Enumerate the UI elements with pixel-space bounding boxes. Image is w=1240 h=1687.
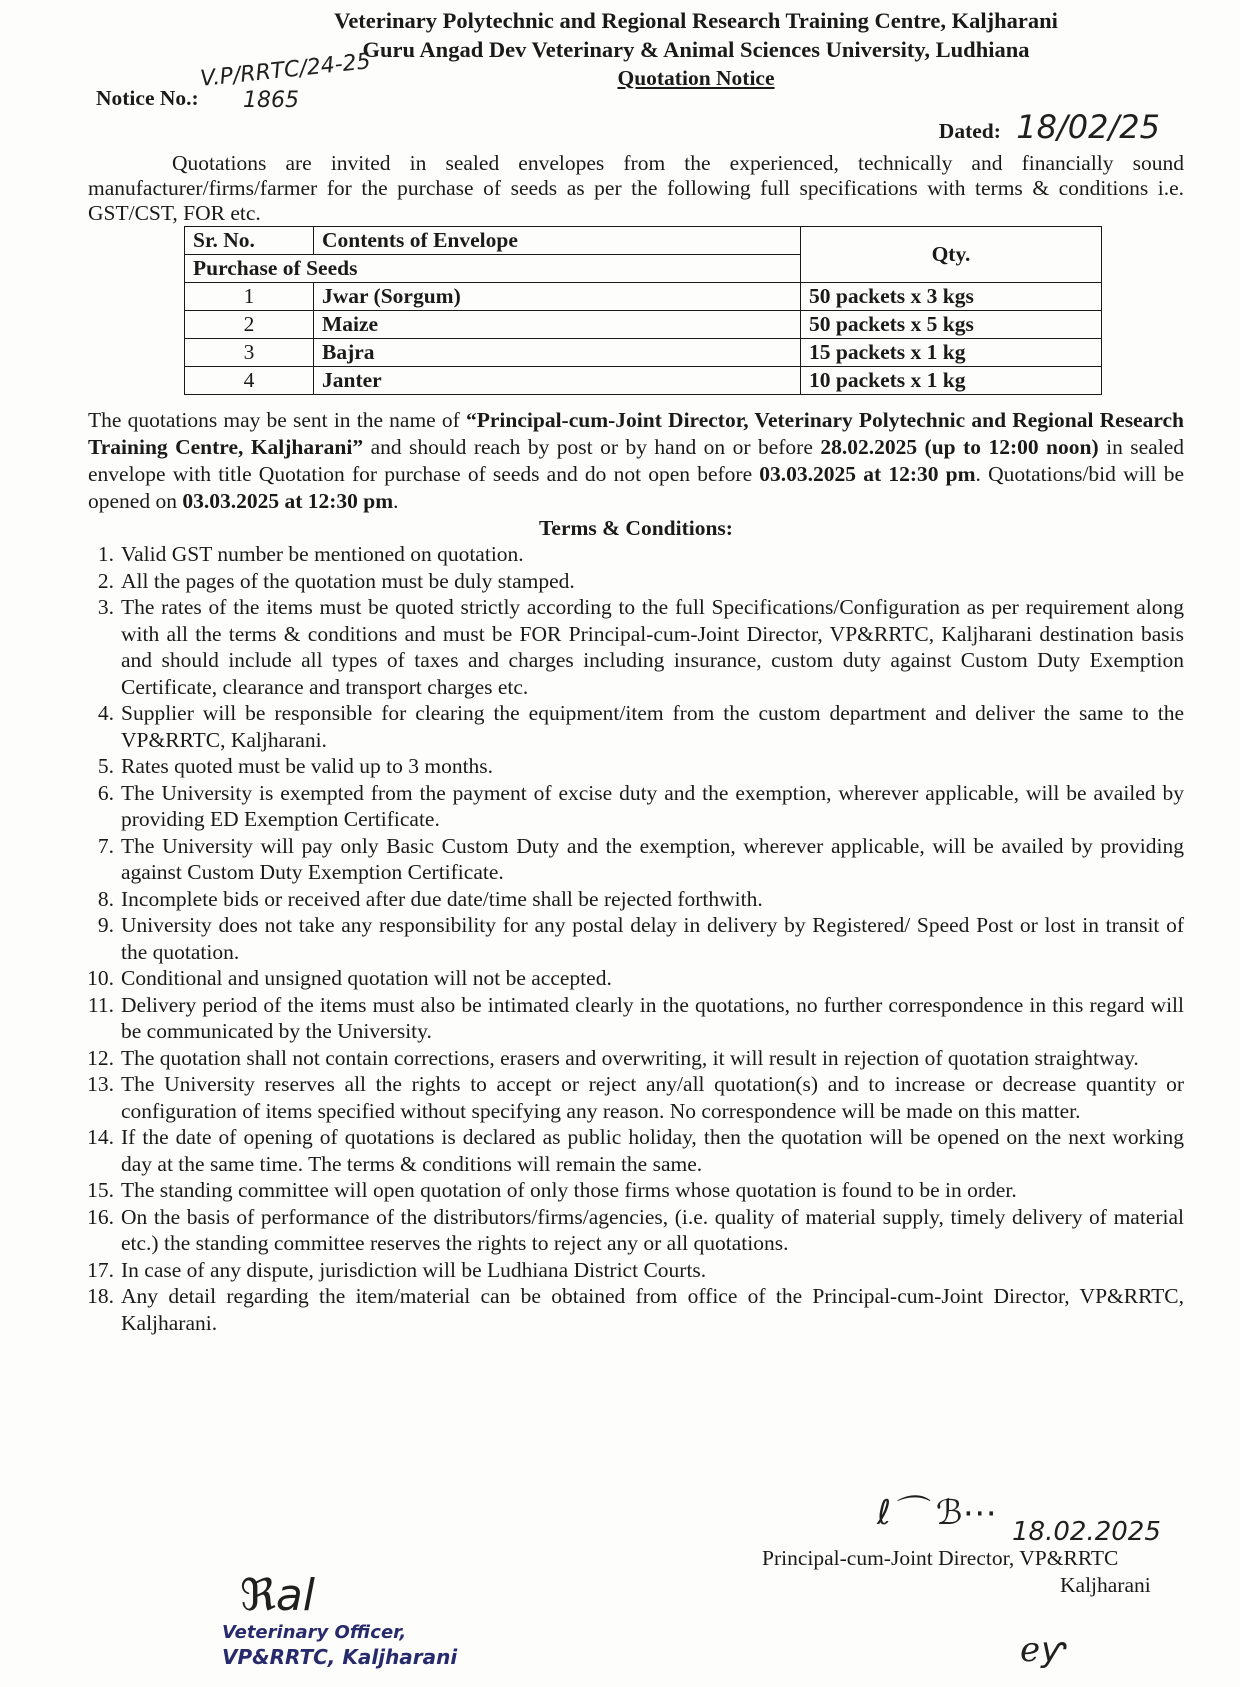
term-text: If the date of opening of quotations is declared as public holiday, then the quotation will be opened on the next working day at the same time. The terms & conditions will remain the same. — [121, 1125, 1184, 1176]
term-text: Rates quoted must be valid up to 3 months. — [121, 754, 494, 778]
term-item — [74, 1204, 1184, 1257]
term-text: University does not take any responsibility for any postal delay in delivery by Registered/ Speed Post or lost in transit of the quotation. — [121, 913, 1184, 964]
table-row — [185, 339, 1102, 367]
term-item — [74, 1257, 1184, 1284]
term-number: 8. — [97, 886, 114, 911]
term-number: 18. — [87, 1284, 114, 1308]
term-item — [74, 912, 1184, 965]
term-text: The University reserves all the rights to accept or reject any/all quotation(s) and to increase or decrease quantity or configuration of items specified without specifying any reason. No correspondence will be made on this matter. — [121, 1072, 1184, 1123]
row-qty: 50 packets x 3 kgs — [801, 283, 1102, 311]
date-line — [939, 108, 1160, 146]
term-item — [74, 780, 1184, 833]
term-item — [74, 541, 1184, 568]
principal-signature: ℓ⌒ ℬ⋯ — [877, 1493, 997, 1533]
handwritten-notice-number: 1865 — [243, 88, 299, 113]
term-number: 14. — [87, 1125, 114, 1149]
term-item — [74, 1071, 1184, 1124]
terms-list — [88, 541, 1184, 1336]
para-text: . Quotations/bid will be opened on — [88, 462, 1184, 513]
term-item — [74, 992, 1184, 1045]
col-qty: Qty. — [801, 227, 1102, 283]
due-date: 28.02.2025 (up to 12:00 noon) — [820, 435, 1099, 459]
term-text: The University is exempted from the payment of excise duty and the exemption, wherever applicable, will be availed by providing ED Exemption Certificate. — [121, 780, 1184, 831]
term-number: 2. — [97, 568, 114, 593]
addressee: “Principal-cum-Joint Director, Veterinary Polytechnic and Regional Research Training Centre, Kaljharani” — [88, 408, 1185, 459]
term-item — [74, 1177, 1184, 1204]
row-sr: 3 — [185, 339, 314, 367]
officer-signature: ℜal — [240, 1570, 316, 1621]
stamp-line1: Veterinary Officer, — [222, 1622, 407, 1643]
term-item — [74, 1045, 1184, 1072]
dated-label: Dated: — [938, 119, 1001, 143]
intro-paragraph: Quotations are invited in sealed envelopes from the experienced, technically and financially sound manufacturer/firms/farmer for the purchase of seeds as per the following full specifications with terms & conditions i.e. GST/CST, FOR etc. — [88, 151, 1184, 225]
row-qty: 50 packets x 5 kgs — [801, 311, 1102, 339]
group-label: Purchase of Seeds — [185, 255, 801, 283]
row-sr: 4 — [185, 367, 314, 395]
principal-designation: Principal-cum-Joint Director, VP&RRTC — [762, 1546, 1119, 1570]
signature-date: 18.02.2025 — [1012, 1517, 1161, 1547]
principal-signature-block — [762, 1493, 1161, 1599]
submission-paragraph — [88, 407, 1184, 515]
term-text: The standing committee will open quotation of only those firms whose quotation is found to be in order. — [121, 1178, 1017, 1202]
table-header-row — [185, 227, 1102, 255]
para-text: . — [393, 489, 399, 513]
term-text: On the basis of performance of the distributors/firms/agencies, (i.e. quality of material supply, timely delivery of material etc.) the standing committee reserves the rights to reject any or all quotations. — [121, 1204, 1184, 1255]
term-number: 1. — [97, 542, 114, 566]
term-text: Delivery period of the items must also be intimated clearly in the quotations, no further correspondence in this regard will be communicated by the University. — [121, 992, 1184, 1043]
open-not-before: 03.03.2025 at 12:30 pm — [759, 462, 976, 486]
row-item: Janter — [314, 367, 801, 395]
term-number: 11. — [87, 992, 114, 1017]
term-number: 4. — [97, 701, 114, 725]
row-item: Bajra — [314, 339, 801, 367]
row-sr: 2 — [185, 311, 314, 339]
table-row — [185, 367, 1102, 395]
term-text: In case of any dispute, jurisdiction will be Ludhiana District Courts. — [121, 1257, 707, 1282]
term-item — [74, 700, 1184, 753]
terms-heading: Terms & Conditions: — [539, 516, 733, 540]
term-number: 10. — [87, 966, 114, 990]
term-text: Valid GST number be mentioned on quotation. — [121, 542, 524, 566]
term-number: 9. — [97, 913, 114, 937]
para-text: The quotations may be sent in the name of — [88, 408, 466, 432]
term-number: 3. — [97, 595, 114, 619]
term-text: The rates of the items must be quoted strictly according to the full Specifications/Configuration as per requirement along with all the terms & conditions and must be FOR Principal-cum-Joint Director, VP&RRTC, Kaljharani destination basis and should include all types of taxes and charges including insurance, custom duty against Custom Duty Exemption Certificate, clearance and transport charges etc. — [121, 595, 1184, 699]
handwritten-reference: V.P/RRTC/24-25 — [199, 49, 372, 92]
term-text: The quotation shall not contain corrections, erasers and overwriting, it will result in rejection of quotation straightway. — [121, 1045, 1139, 1070]
col-contents: Contents of Envelope — [314, 227, 801, 255]
term-number: 6. — [97, 780, 114, 805]
officer-signature-block — [222, 1570, 457, 1669]
term-item — [74, 753, 1184, 780]
term-text: Any detail regarding the item/material can be obtained from office of the Principal-cum-Joint Director, VP&RRTC, Kaljharani. — [121, 1284, 1184, 1335]
term-text: Incomplete bids or received after due date/time shall be rejected forthwith. — [121, 886, 763, 911]
institute-name: Veterinary Polytechnic and Regional Research Training Centre, Kaljharani — [334, 8, 1058, 33]
table-row — [185, 311, 1102, 339]
term-number: 13. — [87, 1072, 114, 1096]
term-number: 15. — [87, 1178, 114, 1202]
term-item — [74, 886, 1184, 913]
term-item — [74, 1124, 1184, 1177]
term-number: 16. — [87, 1204, 114, 1229]
stamp-line2: VP&RRTC, Kaljharani — [222, 1645, 458, 1669]
term-text: Conditional and unsigned quotation will not be accepted. — [121, 966, 612, 990]
term-item — [74, 833, 1184, 886]
term-number: 12. — [87, 1045, 114, 1070]
officer-stamp — [222, 1621, 457, 1669]
university-name: Guru Angad Dev Veterinary & Animal Sciences University, Ludhiana — [362, 37, 1030, 62]
row-qty: 10 packets x 1 kg — [801, 367, 1102, 395]
row-item: Maize — [314, 311, 801, 339]
para-text: and should reach by post or by hand on or before — [363, 435, 821, 459]
term-text: Supplier will be responsible for clearing the equipment/item from the custom department and deliver the same to the VP&RRTC, Kaljharani. — [121, 701, 1184, 752]
row-qty: 15 packets x 1 kg — [801, 339, 1102, 367]
seeds-table — [184, 226, 1102, 395]
notice-title: Quotation Notice — [617, 66, 775, 90]
row-sr: 1 — [185, 283, 314, 311]
para-text: in sealed envelope with title Quotation for purchase of seeds and do not open before — [88, 435, 1184, 486]
term-number: 5. — [97, 754, 114, 778]
term-item — [74, 965, 1184, 992]
term-text: The University will pay only Basic Custom Duty and the exemption, wherever applicable, will be availed by providing against Custom Duty Exemption Certificate. — [121, 833, 1184, 884]
term-item — [74, 594, 1184, 700]
principal-place: Kaljharani — [1060, 1573, 1151, 1597]
row-item: Jwar (Sorgum) — [314, 283, 801, 311]
handwritten-initials: ℯƴ — [1020, 1630, 1065, 1670]
term-item — [74, 1283, 1184, 1336]
term-number: 7. — [97, 833, 114, 858]
term-text: All the pages of the quotation must be duly stamped. — [121, 568, 575, 593]
col-sr-no: Sr. No. — [185, 227, 314, 255]
term-number: 17. — [87, 1257, 114, 1282]
opening-date: 03.03.2025 at 12:30 pm — [182, 489, 394, 513]
table-row — [185, 283, 1102, 311]
notice-number-label: Notice No.: — [96, 86, 199, 110]
term-item — [74, 568, 1184, 595]
handwritten-date: 18/02/25 — [1016, 108, 1160, 146]
